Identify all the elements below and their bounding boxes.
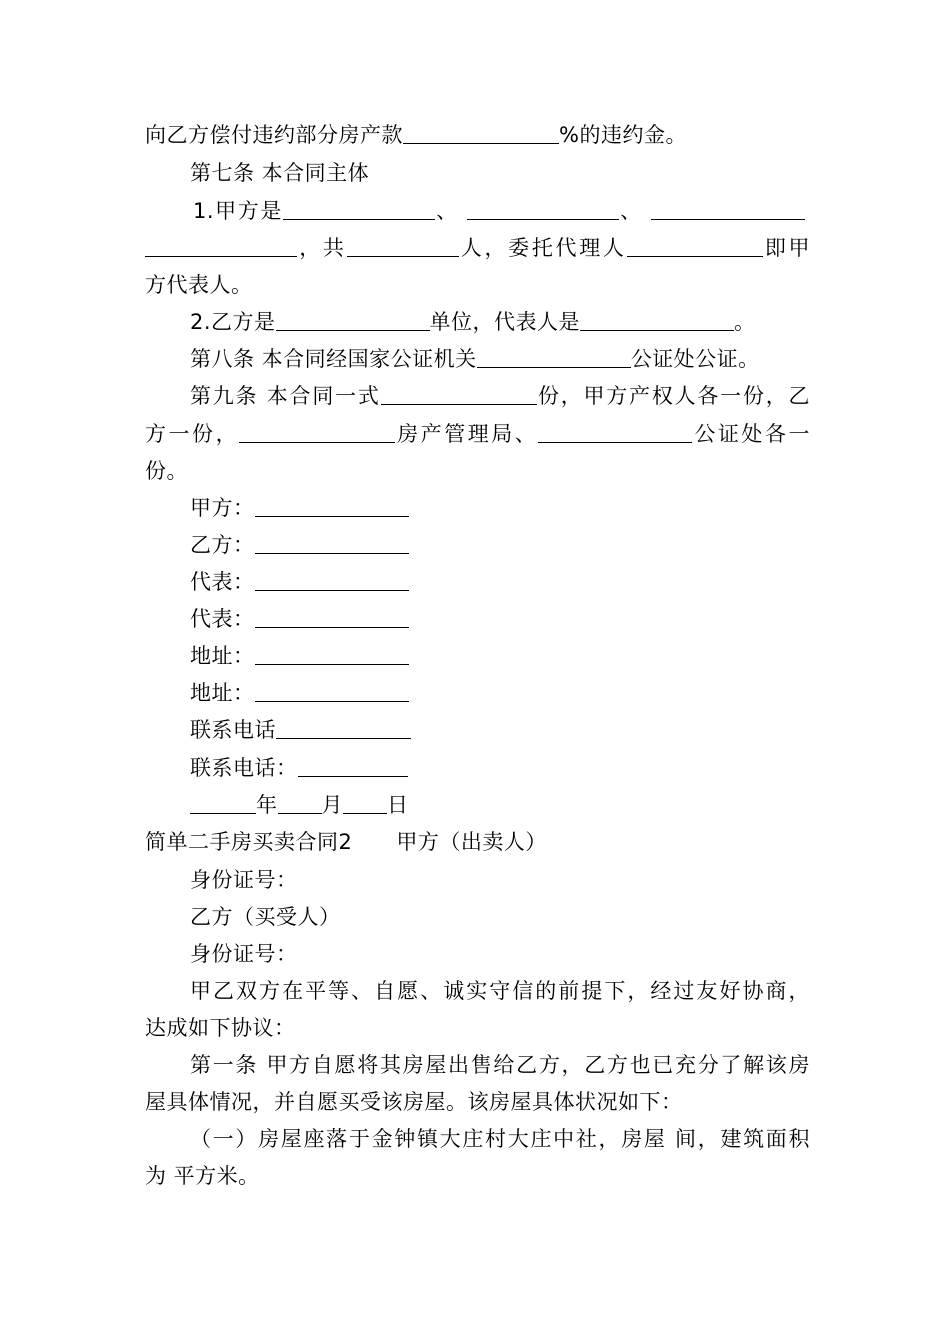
text: 屋具体情况，并自愿买受该房屋。该房屋具体状况如下：	[145, 1090, 683, 1114]
blank-field[interactable]	[239, 422, 395, 443]
paragraph-line	[145, 458, 810, 484]
signature-line	[190, 755, 810, 781]
address-label: 地址：	[190, 681, 255, 705]
text: 向乙方偿付违约部分房产款	[145, 123, 403, 147]
paragraph-line	[145, 235, 810, 261]
blank-field[interactable]	[278, 793, 322, 814]
blank-field[interactable]	[381, 384, 537, 405]
article-8-text: 第八条 本合同经国家公证机关	[190, 347, 477, 371]
section-heading	[145, 829, 810, 855]
paragraph-line	[190, 867, 810, 893]
blank-field[interactable]	[276, 310, 430, 331]
text: 方一份，	[145, 422, 240, 446]
blank-field[interactable]	[283, 199, 435, 220]
signature-line	[190, 495, 810, 521]
text: 。	[734, 310, 756, 334]
signature-line	[190, 717, 810, 743]
paragraph-line	[190, 383, 810, 409]
text: 份。	[145, 459, 188, 483]
seller-label: 甲方（出卖人）	[396, 830, 547, 854]
signature-line	[190, 532, 810, 558]
article-1-text: 第一条 甲方自愿将其房屋出售给乙方，乙方也已充分了解该房	[190, 1053, 810, 1077]
blank-field[interactable]	[255, 496, 409, 517]
text: 单位，代表人是	[429, 310, 581, 334]
text: 即甲	[762, 236, 811, 260]
item-1-text: （一）房屋座落于金钟镇大庄村大庄中社，房屋 间，建筑面积	[190, 1127, 810, 1151]
paragraph-line	[145, 1089, 810, 1115]
blank-field[interactable]	[651, 199, 805, 220]
article-heading	[190, 160, 810, 186]
blank-field[interactable]	[255, 570, 409, 591]
text: 、	[618, 199, 643, 223]
paragraph-line	[190, 1052, 810, 1078]
paragraph-line	[145, 421, 810, 447]
article-7-title: 第七条 本合同主体	[190, 161, 370, 185]
paragraph-line	[190, 978, 810, 1004]
buyer-id-label: 身份证号：	[190, 942, 298, 966]
blank-field[interactable]	[538, 422, 692, 443]
party-a-label: 甲方：	[190, 496, 255, 520]
text: 为 平方米。	[145, 1164, 260, 1188]
buyer-label: 乙方（买受人）	[190, 905, 341, 929]
text: 份，甲方产权人各一份，乙	[536, 384, 810, 408]
paragraph-line	[145, 272, 810, 298]
text: 2.乙方是	[190, 310, 276, 334]
blank-field[interactable]	[343, 793, 387, 814]
paragraph-line	[190, 309, 810, 335]
party-b-label: 乙方：	[190, 533, 255, 557]
blank-field[interactable]	[276, 718, 411, 739]
phone-label: 联系电话	[190, 718, 276, 742]
signature-line	[190, 606, 810, 632]
text: %的违约金。	[559, 123, 687, 147]
year-label: 年	[256, 793, 278, 817]
paragraph-line	[190, 941, 810, 967]
blank-field[interactable]	[298, 756, 408, 777]
signature-line	[190, 569, 810, 595]
representative-label: 代表：	[190, 607, 255, 631]
paragraph-line	[145, 122, 810, 148]
contract-2-title: 简单二手房买卖合同2	[145, 830, 353, 854]
seller-id-label: 身份证号：	[190, 868, 298, 892]
article-9-text: 第九条 本合同一式	[190, 384, 381, 408]
blank-field[interactable]	[627, 236, 763, 257]
blank-field[interactable]	[255, 644, 409, 665]
signature-line	[190, 643, 810, 669]
blank-field[interactable]	[467, 199, 619, 220]
blank-field[interactable]	[403, 123, 559, 144]
paragraph-line	[190, 1126, 810, 1152]
paragraph-line	[190, 904, 810, 930]
blank-field[interactable]	[255, 607, 409, 628]
blank-field[interactable]	[145, 236, 297, 257]
phone-label: 联系电话：	[190, 756, 298, 780]
text: 方代表人。	[145, 273, 253, 297]
text: 达成如下协议：	[145, 1016, 296, 1040]
blank-field[interactable]	[255, 681, 409, 702]
blank-field[interactable]	[255, 533, 409, 554]
paragraph-line	[145, 1163, 810, 1189]
paragraph-line	[145, 1015, 810, 1041]
text: ，共	[297, 236, 347, 260]
text: 人，委托代理人	[458, 236, 627, 260]
paragraph-line	[193, 198, 805, 224]
address-label: 地址：	[190, 644, 255, 668]
paragraph-line	[190, 346, 810, 372]
text: 甲乙双方在平等、自愿、诚实守信的前提下，经过友好协商，	[190, 979, 810, 1003]
text: 1.甲方是	[193, 199, 283, 223]
blank-field[interactable]	[347, 236, 459, 257]
text: 房产管理局、	[395, 422, 539, 446]
text: 公证处各一	[692, 422, 810, 446]
month-label: 月	[321, 793, 343, 817]
blank-field[interactable]	[580, 310, 734, 331]
blank-field[interactable]	[477, 347, 631, 368]
day-label: 日	[387, 793, 409, 817]
text: 、	[434, 199, 459, 223]
date-line	[190, 792, 810, 818]
representative-label: 代表：	[190, 570, 255, 594]
text: 公证处公证。	[630, 347, 760, 371]
signature-line	[190, 680, 810, 706]
blank-field[interactable]	[190, 793, 256, 814]
